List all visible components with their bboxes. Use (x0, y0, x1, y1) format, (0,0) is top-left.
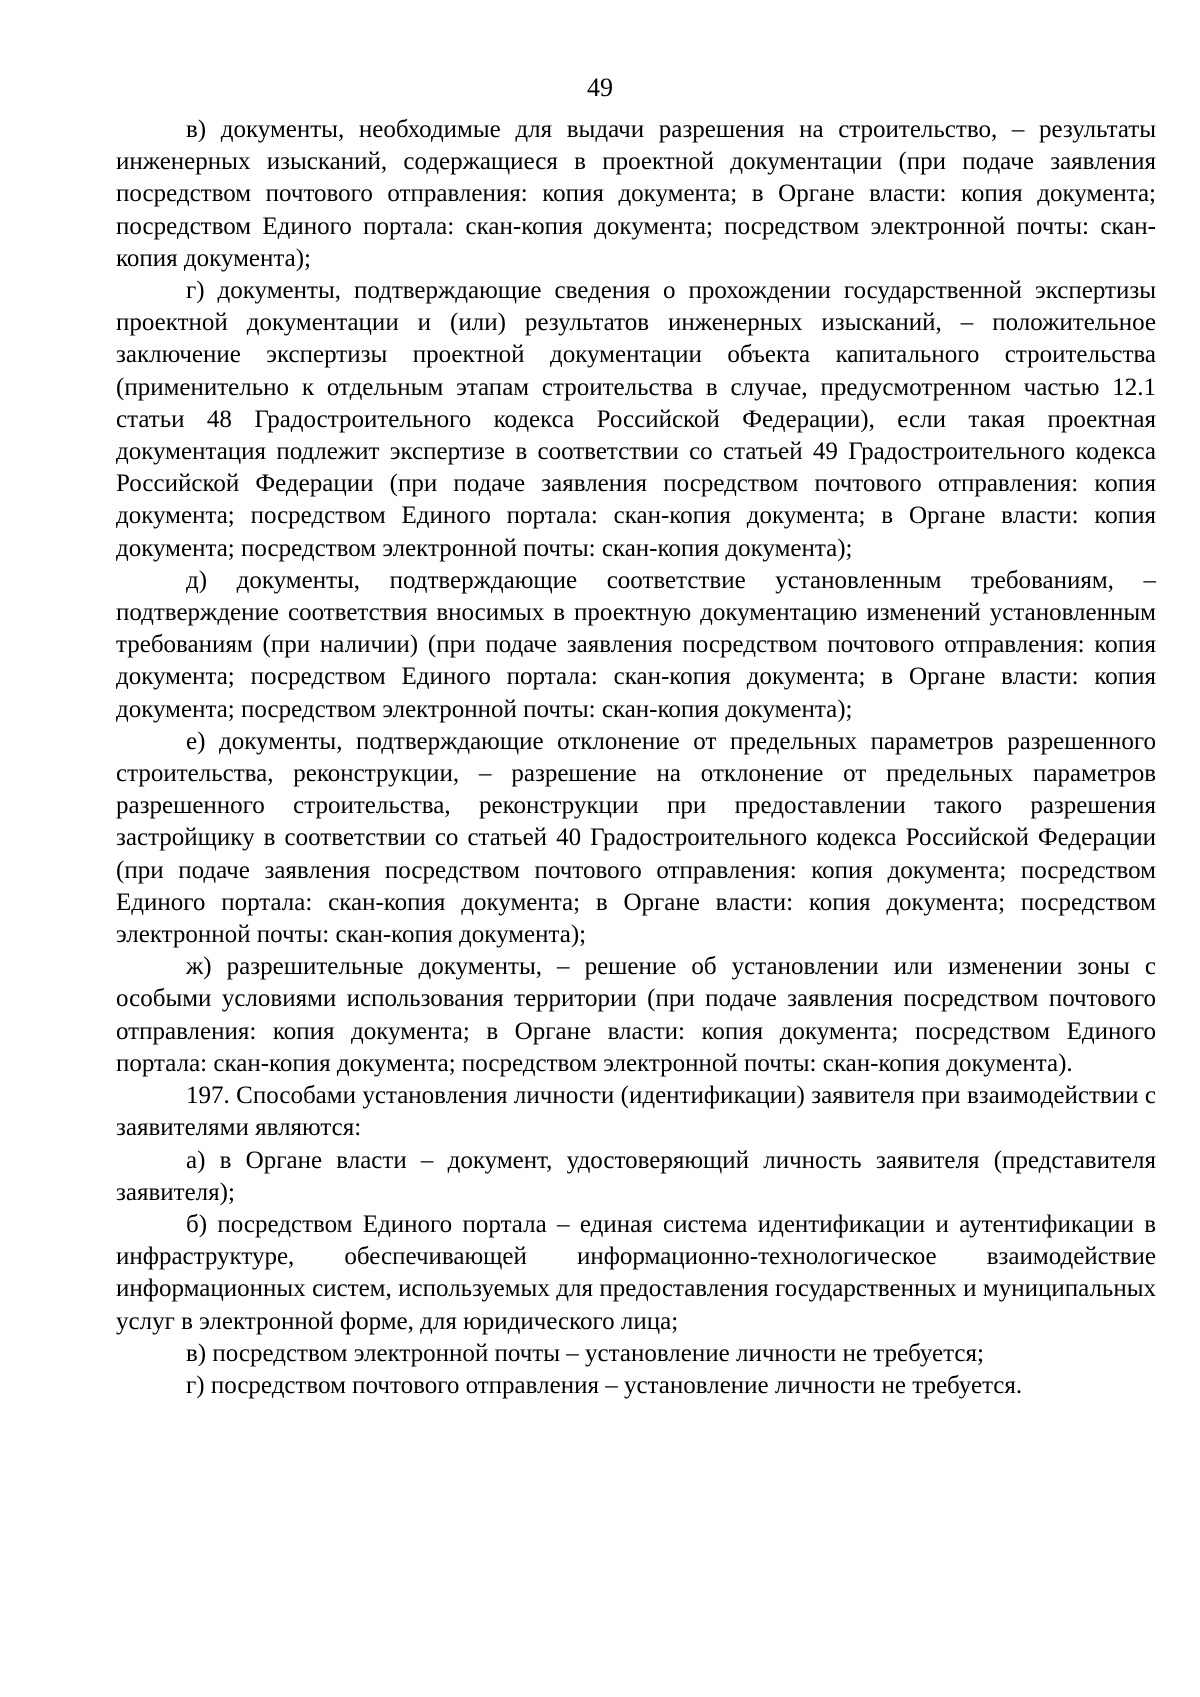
paragraph-b-portal-identification: б) посредством Единого портала – единая система идентификации и аутентификации в инфраструктуре, обеспечивающей информационно-технологическое взаимодействие информационных систем, используемых для предоставления государственных и муниципальных услуг в электронной форме, для юридического лица; (116, 1210, 1156, 1335)
document-body (116, 114, 1156, 1402)
paragraph-v-construction-permit-documents: в) документы, необходимые для выдачи разрешения на строительство, – результаты инженерных изысканий, содержащиеся в проектной документации (при подаче заявления посредством почтового отправления: копия документа; в Органе власти: копия документа; посредством Единого портала: скан-копия документа; посредством электронной почты: скан-копия документа); (116, 116, 1156, 272)
paragraph-e-deviation-documents: е) документы, подтверждающие отклонение от предельных параметров разрешенного строительства, реконструкции, – разрешение на отклонение от предельных параметров разрешенного строительства, реконструкции при предоставлении такого разрешения застройщику в соответствии со статьей 40 Градостроительного кодекса Российской Федерации (при подаче заявления посредством почтового отправления: копия документа; посредством Единого портала: скан-копия документа; в Органе власти: копия документа; посредством электронной почты: скан-копия документа); (116, 727, 1156, 949)
paragraph-197-identification-methods: 197. Способами установления личности (идентификации) заявителя при взаимодействии с заявителями являются: (116, 1082, 1156, 1142)
paragraph-d-compliance-documents: д) документы, подтверждающие соответствие установленным требованиям, – подтверждение соответствия вносимых в проектную документацию изменений установленным требованиям (при наличии) (при подаче заявления посредством почтового отправления: копия документа; посредством Единого портала: скан-копия документа; в Органе власти: копия документа; посредством электронной почты: скан-копия документа); (116, 566, 1156, 723)
paragraph-zh-permit-documents: ж) разрешительные документы, – решение об установлении или изменении зоны с особыми условиями использования территории (при подаче заявления посредством почтового отправления: копия документа; в Органе власти: копия документа; посредством Единого портала: скан-копия документа; посредством электронной почты: скан-копия документа). (116, 953, 1156, 1077)
paragraph-g-state-expertise-documents: г) документы, подтверждающие сведения о прохождении государственной экспертизы проектной документации и (или) результатов инженерных изысканий, – положительное заключение экспертизы проектной документации объекта капитального строительства (применительно к отдельным этапам строительства в случае, предусмотренном частью 12.1 статьи 48 Градостроительного кодекса Российской Федерации), если такая проектная документация подлежит экспертизе в соответствии со статьей 49 Градостроительного кодекса Российской Федерации (при подаче заявления посредством почтового отправления: копия документа; посредством Единого портала: скан-копия документа; в Органе власти: копия документа; посредством электронной почты: скан-копия документа); (116, 277, 1156, 562)
paragraph-a-authority-identification: а) в Органе власти – документ, удостоверяющий личность заявителя (представителя заявителя); (116, 1146, 1156, 1206)
paragraph-v-email-identification: в) посредством электронной почты – установление личности не требуется; (186, 1339, 984, 1367)
paragraph-g-postal-identification: г) посредством почтового отправления – установление личности не требуется. (186, 1371, 1023, 1399)
page-number: 49 (587, 73, 613, 102)
